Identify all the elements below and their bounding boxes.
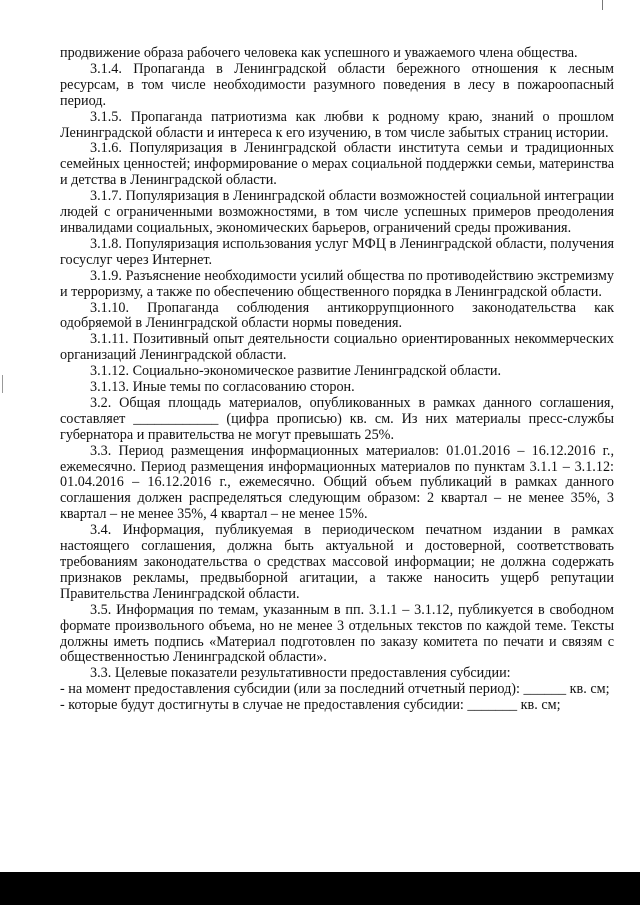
paragraph: 3.1.10. Пропаганда соблюдения антикоррупционного законодательства как одобряемой в Ленинградской области нормы поведения. (60, 299, 614, 332)
paragraph: 3.3. Целевые показатели результативности предоставления субсидии: (90, 665, 511, 682)
paragraph: 3.5. Информация по темам, указанным в пп. 3.1.1 – 3.1.12, публикуется в свободном формате произвольного объема, но не менее 3 отдельных текстов по каждой теме. Тексты должны иметь подпись «Материал подготовлен по заказу комитета по печати и связям с общественностью Ленинградской области». (60, 601, 614, 666)
paragraph: 3.1.4. Пропаганда в Ленинградской области бережного отношения к лесным ресурсам, в том числе необходимости разумного поведения в лесу в пожароопасный период. (60, 60, 614, 109)
paragraph: 3.1.11. Позитивный опыт деятельности социально ориентированных некоммерческих организаций Ленинградской области. (60, 331, 614, 364)
paragraph: 3.1.9. Разъяснение необходимости усилий общества по противодействию экстремизму и терроризму, а также по обеспечению общественного порядка в Ленинградской области. (60, 267, 614, 300)
paragraph: 3.1.8. Популяризация использования услуг МФЦ в Ленинградской области, получения госуслуг через Интернет. (60, 235, 614, 268)
scan-bottom-border (0, 872, 640, 905)
list-item: - на момент предоставления субсидии (или за последний отчетный период): ______ кв. см; (60, 681, 610, 698)
paragraph: 3.1.6. Популяризация в Ленинградской области института семьи и традиционных семейных ценностей; информирование о мерах социальной поддержки семьи, материнства и детства в Ленинградской области. (60, 140, 614, 189)
paragraph: 3.1.7. Популяризация в Ленинградской области возможностей социальной интеграции людей с ограниченными возможностями, в том числе успешных примеров преодоления инвалидами социальных, экономических барьеров, ограничений среды проживания. (60, 188, 614, 236)
paragraph: 3.1.5. Пропаганда патриотизма как любви к родному краю, знаний о прошлом Ленинградской области и интереса к его изучению, в том числе забытых страниц истории. (60, 108, 614, 141)
scan-edge-mark (2, 375, 3, 393)
list-item: - которые будут достигнуты в случае не предоставления субсидии: _______ кв. см; (60, 697, 561, 714)
scan-edge-mark (602, 0, 603, 10)
document-body (60, 46, 614, 714)
paragraph: 3.1.13. Иные темы по согласованию сторон. (90, 379, 355, 396)
paragraph: 3.4. Информация, публикуемая в периодическом печатном издании в рамках настоящего соглашения, должна быть актуальной и достоверной, соответствовать требованиям законодательства о средствах массовой информации; не должна содержать признаков рекламы, предвыборной агитации, а также наносить ущерб репутации Правительства Ленинградской области. (60, 522, 614, 602)
paragraph: продвижение образа рабочего человека как успешного и уважаемого члена общества. (60, 45, 578, 61)
paragraph: 3.3. Период размещения информационных материалов: 01.01.2016 – 16.12.2016 г., ежемесячно. Период размещения информационных материалов по пунктам 3.1.1 – 3.1.12: 01.04.2016 – 16.12.2016 г., ежемесячно. Общий объем публикаций в рамках данного соглашения должен распределяться следующим образом: 2 квартал – не менее 35%, 3 квартал – не менее 35%, 4 квартал – не менее 15%. (60, 442, 614, 523)
paragraph: 3.2. Общая площадь материалов, опубликованных в рамках данного соглашения, составляет ____________ (цифра прописью) кв. см. Из них материалы пресс-службы губернатора и правительства не могут превышать 25%. (60, 394, 614, 443)
paragraph: 3.1.12. Социально-экономическое развитие Ленинградской области. (90, 363, 502, 380)
